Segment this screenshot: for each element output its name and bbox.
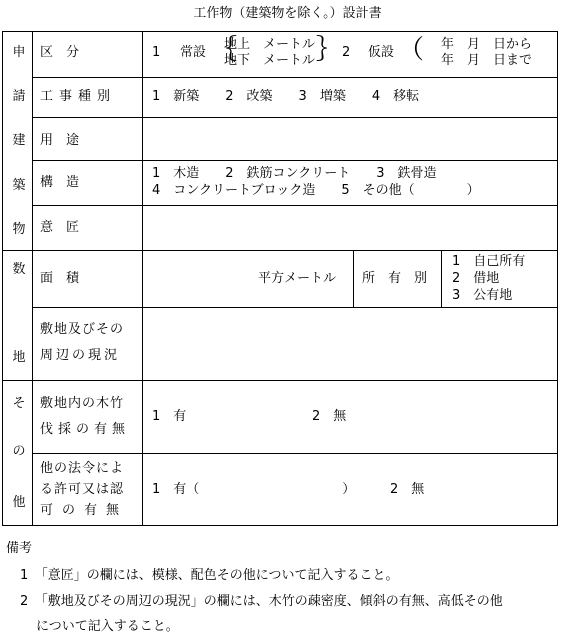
area-unit-divider <box>353 250 354 308</box>
note-2-line2: について記入すること。 <box>36 619 179 634</box>
area-unit: 平方メートル <box>258 271 337 286</box>
left-brace-icon: ｛ <box>211 35 238 65</box>
permanent-label: 常設 <box>180 45 207 60</box>
side-label-ken: 建 <box>12 133 26 148</box>
structure-options-line2: 4 コンクリートブロック造 5 その他（ ） <box>152 183 480 198</box>
side-label-shin: 申 <box>12 45 26 60</box>
site-status-label-line1: 敷地及びその <box>40 322 125 337</box>
division-label: 区 分 <box>40 45 80 60</box>
table-border-left <box>2 31 3 526</box>
permits-no: 2 無 <box>390 482 425 497</box>
row-divider-felling <box>32 453 557 454</box>
use-label: 用 途 <box>40 133 80 148</box>
table-border-bottom <box>2 525 557 526</box>
side-label-no: の <box>12 444 26 459</box>
row-divider-work-type <box>32 117 557 118</box>
permits-label-line3: 可の有無 <box>40 503 129 518</box>
side-column-divider <box>32 31 33 526</box>
ownership-option-lease: 2 借地 <box>452 271 500 286</box>
side-label-chiku: 築 <box>12 178 26 193</box>
side-label-so: そ <box>12 396 26 411</box>
permits-yes: 1 有（ ） <box>152 482 356 497</box>
below-ground-field: 地下 メートル <box>224 53 316 68</box>
table-border-right <box>557 31 558 526</box>
side-label-shiki: 数 <box>12 262 26 277</box>
permits-label-line2: る許可又は認 <box>40 482 125 497</box>
felling-yes: 1 有 <box>152 409 187 424</box>
above-ground-field: 地上 メートル <box>224 37 316 52</box>
date-to-field: 年 月 日まで <box>441 53 533 68</box>
table-border-top <box>2 31 557 32</box>
design-label: 意 匠 <box>40 220 80 235</box>
temporary-label: 仮設 <box>368 45 395 60</box>
work-type-options: 1 新築 2 改築 3 増築 4 移転 <box>152 89 420 104</box>
structure-options-line1: 1 木造 2 鉄筋コンクリート 3 鉄骨造 <box>152 166 437 181</box>
row-divider-area <box>32 307 557 308</box>
structure-label: 構 造 <box>40 175 80 190</box>
side-label-chi: 地 <box>12 350 26 365</box>
row-divider-division <box>32 77 557 78</box>
felling-label-line1: 敷地内の木竹 <box>40 396 125 411</box>
ownership-option-public: 3 公有地 <box>452 288 513 303</box>
side-label-sei: 請 <box>12 89 26 104</box>
row-divider-use <box>32 160 557 161</box>
ownership-option-own: 1 自己所有 <box>452 254 526 269</box>
side-label-ta: 他 <box>12 495 26 510</box>
notes-heading: 備考 <box>6 541 33 556</box>
row-divider-structure <box>32 205 557 206</box>
felling-label-line2: 伐採の有無 <box>40 422 131 437</box>
site-status-label-line2: 周辺の現況 <box>40 348 121 363</box>
date-brace-icon: （ <box>398 35 425 65</box>
felling-no: 2 無 <box>312 409 347 424</box>
row-divider-design <box>2 250 557 251</box>
row-divider-site-status <box>2 380 557 381</box>
page-title: 工作物（建築物を除く。）設計書 <box>193 6 382 21</box>
right-brace-icon: ｝ <box>316 35 343 65</box>
area-label: 面 積 <box>40 271 80 286</box>
work-type-label: 工事種別 <box>40 89 117 104</box>
ownership-label: 所 有 別 <box>362 271 428 286</box>
date-from-field: 年 月 日から <box>441 37 533 52</box>
permits-label-line1: 他の法令によ <box>40 461 125 476</box>
label-column-divider <box>142 31 143 526</box>
note-1: 1 「意匠」の欄には、模様、配色その他について記入すること。 <box>20 568 399 583</box>
ownership-divider <box>441 250 442 308</box>
temporary-number: 2 <box>342 45 351 60</box>
permanent-number: 1 <box>152 45 161 60</box>
note-2-line1: 2 「敷地及びその周辺の現況」の欄には、木竹の疎密度、傾斜の有無、高低その他 <box>20 594 503 609</box>
side-label-butsu: 物 <box>12 222 26 237</box>
